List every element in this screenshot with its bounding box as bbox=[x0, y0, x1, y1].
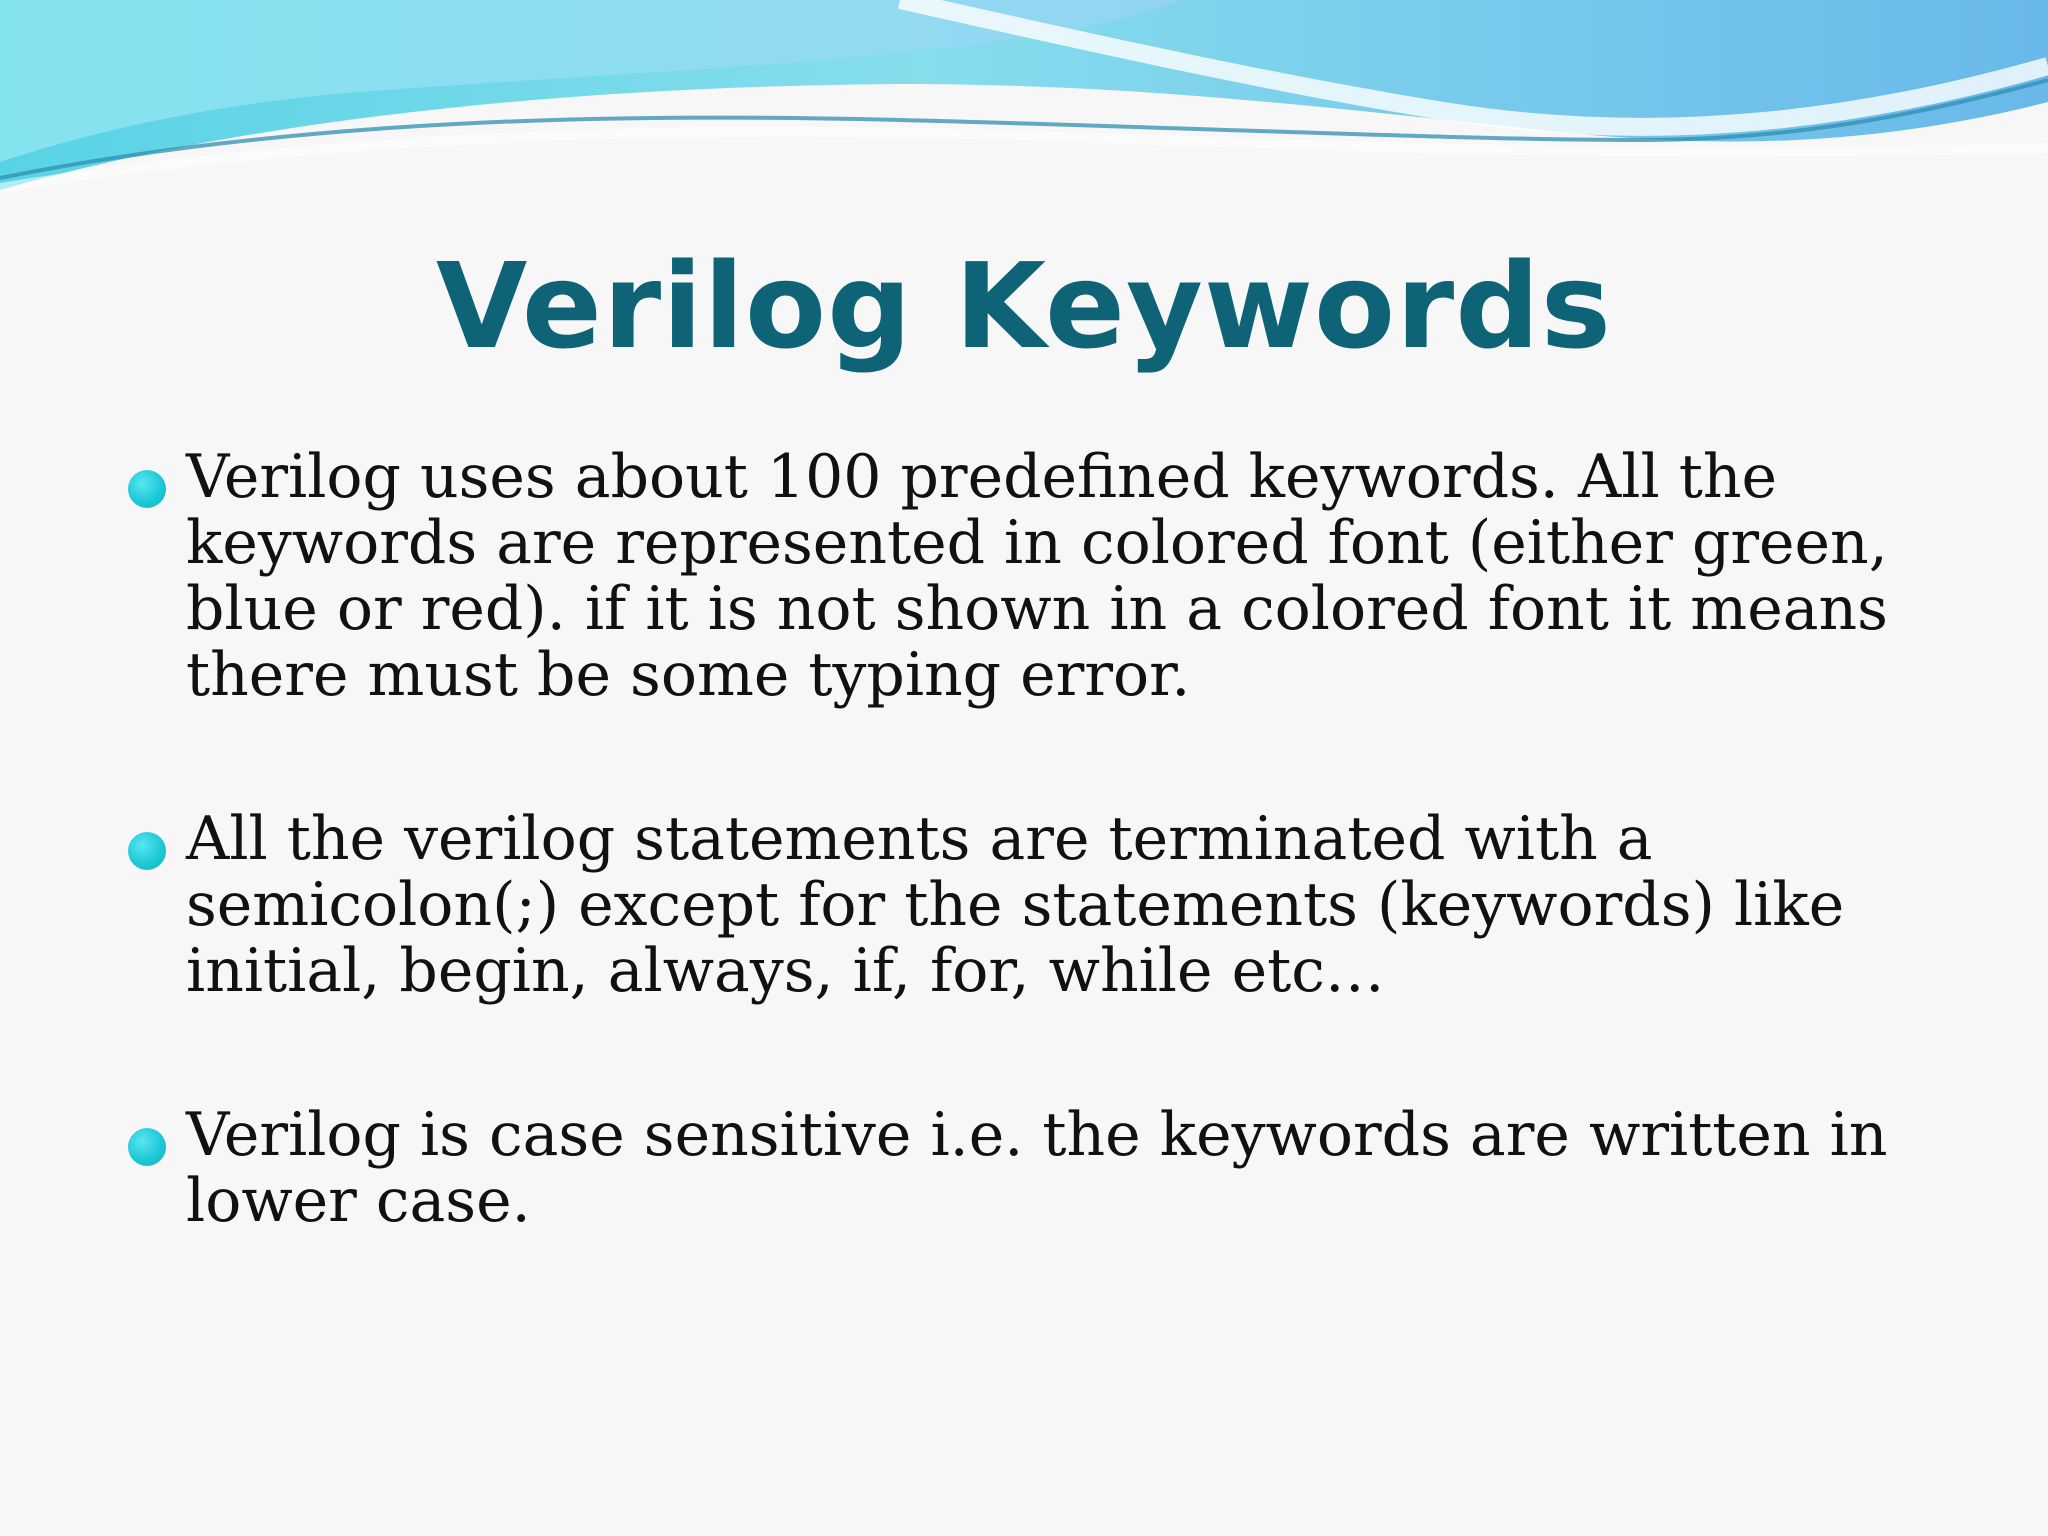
wave-banner-decoration bbox=[0, 0, 2048, 260]
bullet-list bbox=[128, 444, 1888, 1234]
slide-title: Verilog Keywords bbox=[436, 237, 1612, 375]
bullet-item-2 bbox=[128, 806, 1888, 1004]
bullet-item-3 bbox=[128, 1102, 1888, 1234]
bullet-item-1 bbox=[128, 444, 1888, 708]
bullet-dot-icon bbox=[128, 1128, 166, 1166]
bullet-dot-icon bbox=[128, 832, 166, 870]
bullet-text-2: All the verilog statements are terminated with a semicolon(;) except for the statements (keywords) like initial, begin, always, if, for, while etc… bbox=[186, 804, 1845, 1006]
bullet-dot-icon bbox=[128, 470, 166, 508]
bullet-text-1: Verilog uses about 100 predefined keywords. All the keywords are represented in colored font (either green, blue or red). if it is not shown in a colored font it means there must be some typing error. bbox=[186, 442, 1888, 710]
bullet-text-3: Verilog is case sensitive i.e. the keywords are written in lower case. bbox=[186, 1100, 1888, 1236]
